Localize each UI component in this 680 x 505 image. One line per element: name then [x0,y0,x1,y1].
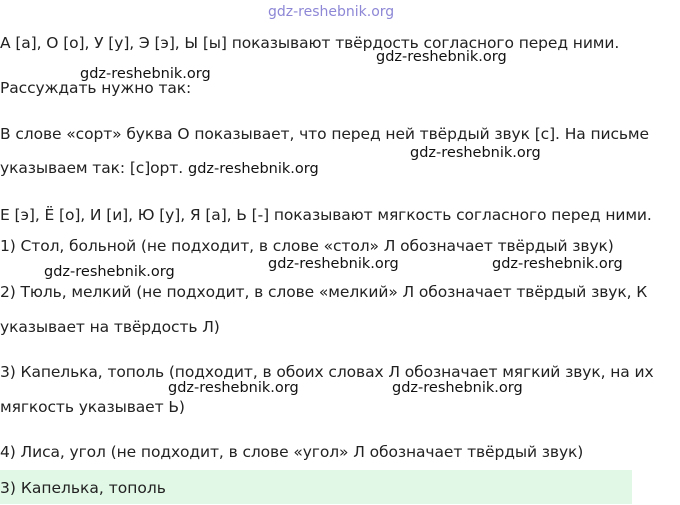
example-line-2: указываем так: [с]орт. [0,159,184,177]
hard-vowels-rule: А [а], О [о], У [у], Э [э], Ы [ы] показывают твёрдость согласного перед ними. [0,34,620,52]
watermark: gdz-reshebnik.org [410,145,541,161]
example-line-1: В слове «сорт» буква О показывает, что перед ней твёрдый звук [с]. На письме [0,125,649,143]
option-4: 4) Лиса, угол (не подходит, в слове «угол» Л обозначает твёрдый звук) [0,443,584,461]
watermark: gdz-reshebnik.org [44,264,175,280]
watermark: gdz-reshebnik.org [268,256,399,272]
option-2-line-1: 2) Тюль, мелкий (не подходит, в слове «мелкий» Л обозначает твёрдый звук, К [0,283,648,301]
reasoning-intro: Рассуждать нужно так: [0,79,192,97]
watermark: gdz-reshebnik.org [392,380,523,396]
option-3-line-2: мягкость указывает Ь) [0,398,185,416]
option-3-line-1: 3) Капелька, тополь (подходит, в обоих словах Л обозначает мягкий звук, на их [0,363,654,381]
watermark: gdz-reshebnik.org [80,66,211,82]
option-2-line-2: указывает на твёрдость Л) [0,318,220,336]
watermark: gdz-reshebnik.org [492,256,623,272]
watermark-top: gdz-reshebnik.org [268,4,395,20]
soft-vowels-rule: Е [э], Ё [о], И [и], Ю [у], Я [а], Ь [-] показывают мягкость согласного перед ними. [0,206,652,224]
answer-text: 3) Капелька, тополь [0,479,166,497]
watermark: gdz-reshebnik.org [168,380,299,396]
watermark: gdz-reshebnik.org [188,161,319,177]
option-1: 1) Стол, больной (не подходит, в слове «стол» Л обозначает твёрдый звук) [0,237,614,255]
answer-box [0,470,632,504]
watermark: gdz-reshebnik.org [376,49,507,65]
